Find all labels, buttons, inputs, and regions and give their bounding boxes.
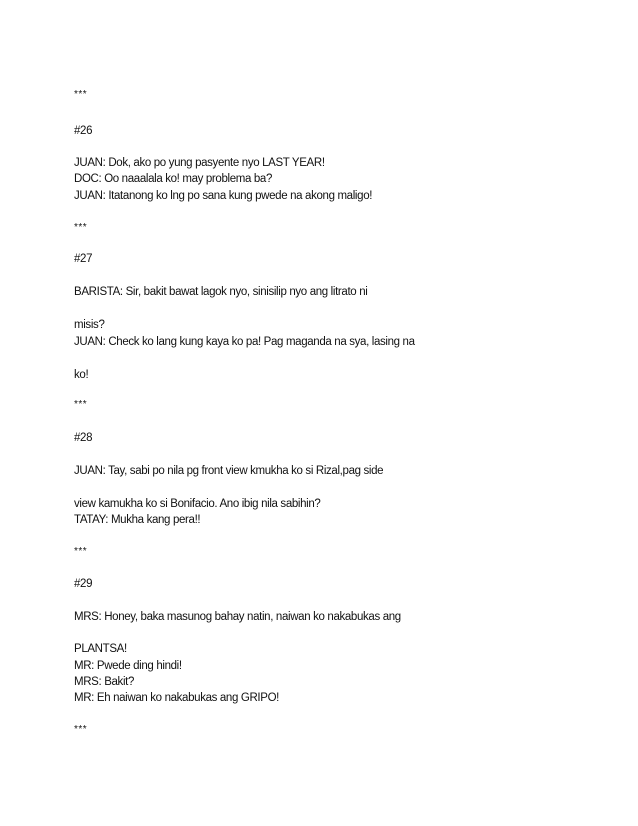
dialogue-line: MR: Eh naiwan ko nakabukas ang GRIPO! — [74, 692, 280, 704]
separator: *** — [74, 222, 88, 233]
dialogue-line: MR: Pwede ding hindi! — [74, 660, 182, 672]
dialogue-line: JUAN: Check ko lang kung kaya ko pa! Pag maganda na sya, lasing na — [74, 336, 415, 348]
dialogue-line: JUAN: Itatanong ko lng po sana kung pwede na akong maligo! — [74, 190, 373, 202]
dialogue-line: ko! — [74, 369, 89, 381]
dialogue-line: PLANTSA! — [74, 643, 127, 655]
dialogue-line: MRS: Bakit? — [74, 676, 135, 688]
joke-number-26: #26 — [74, 125, 93, 137]
dialogue-line: BARISTA: Sir, bakit bawat lagok nyo, sinisilip nyo ang litrato ni — [74, 286, 368, 298]
separator: *** — [74, 546, 88, 557]
dialogue-line: JUAN: Tay, sabi po nila pg front view kmukha ko si Rizal,pag side — [74, 465, 384, 477]
dialogue-line: JUAN: Dok, ako po yung pasyente nyo LAST YEAR! — [74, 157, 325, 169]
joke-number-27: #27 — [74, 253, 93, 265]
dialogue-line: view kamukha ko si Bonifacio. Ano ibig nila sabihin? — [74, 498, 321, 510]
joke-number-28: #28 — [74, 432, 93, 444]
dialogue-line: TATAY: Mukha kang pera!! — [74, 514, 201, 526]
separator: *** — [74, 724, 88, 735]
separator: *** — [74, 89, 88, 100]
dialogue-line: DOC: Oo naaalala ko! may problema ba? — [74, 173, 272, 185]
joke-number-29: #29 — [74, 578, 93, 590]
dialogue-line: misis? — [74, 319, 105, 331]
separator: *** — [74, 399, 88, 410]
dialogue-line: MRS: Honey, baka masunog bahay natin, naiwan ko nakabukas ang — [74, 611, 401, 623]
